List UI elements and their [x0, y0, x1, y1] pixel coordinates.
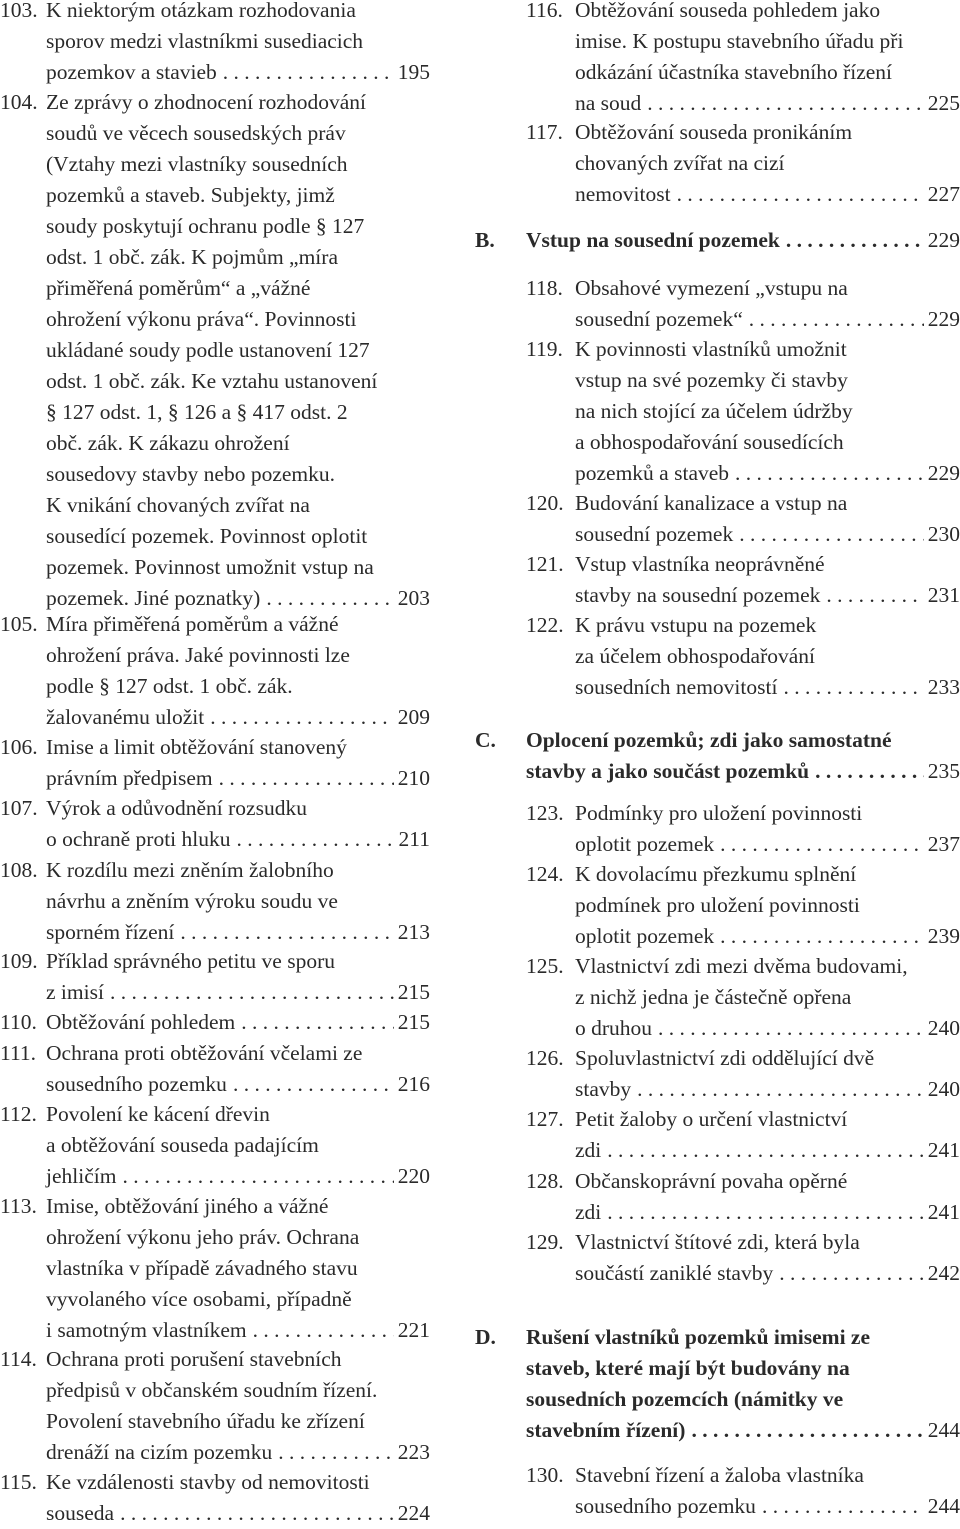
entry-title-line: soudy poskytují ochranu podle § 127	[46, 214, 365, 238]
entry-last-line	[46, 824, 430, 855]
entry-title-line: a obhospodařování sousedících	[575, 430, 844, 454]
page-number: 241	[927, 1138, 960, 1162]
entry-number: 127.	[526, 1107, 564, 1131]
entry-title-line: Rušení vlastníků pozemků imisemi ze	[526, 1325, 871, 1349]
entry-title-line: odst. 1 obč. zák. Ke vztahu ustanovení	[46, 369, 378, 393]
entry-number: 130.	[526, 1463, 564, 1487]
entry-title-line: jehličím	[46, 1164, 117, 1188]
dot-leader	[180, 917, 393, 948]
dot-leader	[786, 225, 924, 256]
toc-entry[interactable]	[475, 488, 960, 550]
entry-title-line: oplotit pozemek	[575, 832, 715, 856]
dot-leader	[720, 829, 924, 860]
entry-last-line	[575, 304, 960, 335]
entry-number: C.	[475, 728, 496, 752]
dot-leader	[120, 1498, 394, 1529]
entry-last-line	[46, 763, 430, 794]
entry-number: 117.	[526, 120, 563, 144]
entry-title-line: staveb, které mají být budovány na	[526, 1356, 850, 1380]
entry-title-line: Vstup na sousední pozemek	[526, 228, 780, 252]
entry-title-line: zdi	[575, 1200, 602, 1224]
entry-title-line: sousední pozemek“	[575, 307, 743, 331]
entry-title-line: Míra přiměřená poměrům a vážné	[46, 612, 339, 636]
entry-number: 109.	[0, 949, 38, 973]
entry-last-line	[46, 1498, 430, 1529]
entry-title-line: souseda	[46, 1501, 115, 1525]
entry-title-line: o druhou	[575, 1016, 653, 1040]
entry-title-line: Občanskoprávní povaha opěrné	[575, 1169, 848, 1193]
toc-entry[interactable]	[475, 951, 960, 1044]
entry-title-line: přiměřená poměrům“ a „vážné	[46, 276, 311, 300]
entry-title-line: vyvolaného více osobami, případně	[46, 1287, 352, 1311]
entry-last-line	[575, 519, 960, 550]
entry-number: 119.	[526, 337, 563, 361]
entry-number: 106.	[0, 735, 38, 759]
entry-title-line: z nichž jedna je částečně opřena	[575, 985, 852, 1009]
entry-title-line: ohrožení výkonu práva“. Povinnosti	[46, 307, 357, 331]
entry-last-line	[575, 1197, 960, 1228]
entry-title-line: oplotit pozemek	[575, 924, 715, 948]
page-number: 242	[927, 1261, 960, 1285]
entry-title-line: sousedovy stavby nebo pozemku.	[46, 462, 336, 486]
entry-title-line: a obtěžování souseda padajícím	[46, 1133, 319, 1157]
entry-number: 105.	[0, 612, 38, 636]
entry-title-line: pozemek. Jiné poznatky)	[46, 586, 261, 610]
dot-leader	[815, 756, 924, 787]
entry-number: 107.	[0, 796, 38, 820]
entry-title-line: pozemků a staveb. Subjekty, jimž	[46, 183, 335, 207]
entry-title-line: právním předpisem	[46, 766, 213, 790]
toc-entry[interactable]	[0, 855, 430, 948]
entry-number: 108.	[0, 858, 38, 882]
dot-leader	[658, 1013, 924, 1044]
dot-leader	[637, 1074, 924, 1105]
entry-title-line: Obtěžování pohledem	[46, 1010, 236, 1034]
entry-number: 104.	[0, 90, 38, 114]
page-number: 229	[927, 461, 960, 485]
entry-last-line	[575, 458, 960, 489]
dot-leader	[826, 580, 923, 611]
entry-title-line: stavby na sousední pozemek	[575, 583, 821, 607]
entry-title-line: § 127 odst. 1, § 126 a § 417 odst. 2	[46, 400, 348, 424]
dot-leader	[110, 977, 394, 1008]
entry-title-line: drenáží na cizím pozemku	[46, 1440, 273, 1464]
toc-entry[interactable]	[475, 610, 960, 703]
entry-title-line: soudů ve věcech sousedských práv	[46, 121, 346, 145]
toc-entry[interactable]	[475, 273, 960, 335]
toc-entry[interactable]	[0, 87, 430, 614]
entry-title-line: sousedního pozemku	[575, 1494, 756, 1518]
entry-title-line: sousedních nemovitostí	[575, 675, 778, 699]
toc-entry[interactable]	[0, 1007, 430, 1038]
entry-number: 129.	[526, 1230, 564, 1254]
entry-title-line: odkázání účastníka stavebního řízení	[575, 60, 893, 84]
page-number: 244	[927, 1494, 960, 1518]
dot-leader	[762, 1491, 924, 1522]
toc-section[interactable]	[475, 725, 960, 787]
toc-entry[interactable]	[0, 1467, 430, 1529]
dot-leader	[607, 1135, 923, 1166]
entry-number: 123.	[526, 801, 564, 825]
dot-leader	[735, 458, 924, 489]
entry-number: 121.	[526, 552, 564, 576]
entry-number: 120.	[526, 491, 564, 515]
entry-title-line: Stavební řízení a žaloba vlastníka	[575, 1463, 864, 1487]
entry-last-line	[46, 1007, 430, 1038]
entry-number: 110.	[0, 1010, 37, 1034]
dot-leader	[749, 304, 924, 335]
entry-title-line: stavebním řízení)	[526, 1418, 686, 1442]
entry-title-line: K právu vstupu na pozemek	[575, 613, 817, 637]
page-number: 233	[927, 675, 960, 699]
entry-last-line	[575, 580, 960, 611]
entry-number: 112.	[0, 1102, 37, 1126]
entry-title-line: zdi	[575, 1138, 602, 1162]
page-number: 225	[927, 91, 960, 115]
entry-title-line: Výrok a odůvodnění rozsudku	[46, 796, 307, 820]
entry-title-line: sousedního pozemku	[46, 1072, 227, 1096]
entry-last-line	[46, 1069, 430, 1100]
entry-title-line: návrhu a zněním výroku soudu ve	[46, 889, 338, 913]
entry-number: B.	[475, 228, 495, 252]
entry-title-line: Imise, obtěžování jiného a vážné	[46, 1194, 329, 1218]
page-number: 224	[397, 1501, 430, 1525]
dot-leader	[691, 1415, 923, 1446]
entry-title-line: Petit žaloby o určení vlastnictví	[575, 1107, 848, 1131]
entry-last-line	[575, 672, 960, 703]
entry-title-line: o ochraně proti hluku	[46, 827, 231, 851]
dot-leader	[779, 1258, 924, 1289]
entry-title-line: Obtěžování souseda pronikáním	[575, 120, 853, 144]
entry-title-line: Obsahové vymezení „vstupu na	[575, 276, 848, 300]
page-number: 210	[397, 766, 430, 790]
entry-title-line: K rozdílu mezi zněním žalobního	[46, 858, 334, 882]
entry-title-line: předpisů v občanském soudním řízení.	[46, 1378, 378, 1402]
entry-last-line	[526, 756, 960, 787]
dot-leader	[607, 1197, 923, 1228]
entry-title-line: i samotným vlastníkem	[46, 1318, 247, 1342]
entry-title-line: součástí zaniklé stavby	[575, 1261, 774, 1285]
entry-number: 116.	[526, 0, 563, 22]
toc-entry[interactable]	[0, 0, 430, 88]
entry-title-line: sousedních pozemcích (námitky ve	[526, 1387, 844, 1411]
page-number: 209	[397, 705, 430, 729]
entry-title-line: Vlastnictví zdi mezi dvěma budovami,	[575, 954, 908, 978]
entry-title-line: sousední pozemek	[575, 522, 734, 546]
entry-title-line: Budování kanalizace a vstup na	[575, 491, 848, 515]
page-number: 220	[397, 1164, 430, 1188]
page-number: 223	[397, 1440, 430, 1464]
toc-entry[interactable]	[475, 1227, 960, 1289]
toc-entry[interactable]	[0, 1038, 430, 1100]
entry-title-line: Příklad správného petitu ve sporu	[46, 949, 336, 973]
entry-number: 128.	[526, 1169, 564, 1193]
entry-title-line: K povinnosti vlastníků umožnit	[575, 337, 847, 361]
dot-leader	[253, 1315, 394, 1346]
entry-last-line	[46, 977, 430, 1008]
entry-last-line	[46, 917, 430, 948]
entry-title-line: podmínek pro uložení povinnosti	[575, 893, 860, 917]
entry-number: 125.	[526, 954, 564, 978]
entry-title-line: pozemek. Povinnost umožnit vstup na	[46, 555, 374, 579]
entry-last-line	[575, 829, 960, 860]
entry-last-line	[575, 1013, 960, 1044]
entry-number: 122.	[526, 613, 564, 637]
entry-title-line: podle § 127 odst. 1 obč. zák.	[46, 674, 293, 698]
toc-entry[interactable]	[0, 1191, 430, 1346]
toc-entry[interactable]	[475, 798, 960, 860]
entry-last-line	[46, 57, 430, 88]
dot-leader	[223, 57, 394, 88]
page-number: 221	[397, 1318, 430, 1342]
entry-title-line: pozemků a staveb	[575, 461, 730, 485]
entry-title-line: Oplocení pozemků; zdi jako samostatné	[526, 728, 892, 752]
dot-leader	[677, 179, 924, 210]
entry-title-line: Podmínky pro uložení povinnosti	[575, 801, 863, 825]
entry-title-line: K dovolacímu přezkumu splnění	[575, 862, 857, 886]
entry-last-line	[526, 1415, 960, 1446]
dot-leader	[122, 1161, 393, 1192]
page-number: 203	[397, 586, 430, 610]
page-number: 211	[398, 827, 430, 851]
toc-entry[interactable]	[0, 1344, 430, 1468]
entry-last-line	[46, 702, 430, 733]
page-number: 195	[397, 60, 430, 84]
entry-number: 113.	[0, 1194, 37, 1218]
entry-last-line	[526, 225, 960, 256]
page-number: 231	[927, 583, 960, 607]
page-number: 240	[927, 1077, 960, 1101]
toc-entry[interactable]	[475, 334, 960, 489]
toc-entry[interactable]	[475, 549, 960, 611]
page-number: 229	[927, 307, 960, 331]
entry-title-line: sporném řízení	[46, 920, 175, 944]
page-number: 227	[927, 182, 960, 206]
entry-number: 114.	[0, 1347, 37, 1371]
entry-title-line: (Vztahy mezi vlastníky sousedních	[46, 152, 348, 176]
entry-last-line	[46, 1315, 430, 1346]
entry-title-line: obč. zák. K zákazu ohrožení	[46, 431, 290, 455]
entry-title-line: Povolení ke kácení dřevin	[46, 1102, 270, 1126]
page-number: 215	[397, 980, 430, 1004]
dot-leader	[237, 824, 395, 855]
page-number: 239	[927, 924, 960, 948]
entry-title-line: na nich stojící za účelem údržby	[575, 399, 853, 423]
page-number: 244	[927, 1418, 960, 1442]
page-number: 216	[397, 1072, 430, 1096]
entry-title-line: Spoluvlastnictví zdi oddělující dvě	[575, 1046, 875, 1070]
entry-title-line: žalovanému uložit	[46, 705, 205, 729]
toc-entry[interactable]	[0, 1099, 430, 1192]
dot-leader	[219, 763, 394, 794]
entry-title-line: Ke vzdálenosti stavby od nemovitosti	[46, 1470, 370, 1494]
toc-entry[interactable]	[0, 946, 430, 1008]
entry-last-line	[575, 1135, 960, 1166]
entry-title-line: za účelem obhospodařování	[575, 644, 815, 668]
dot-leader	[233, 1069, 394, 1100]
entry-number: 115.	[0, 1470, 37, 1494]
entry-number: 118.	[526, 276, 563, 300]
page-number: 240	[927, 1016, 960, 1040]
entry-title-line: Vstup vlastníka neoprávněné	[575, 552, 825, 576]
toc-entry[interactable]	[475, 117, 960, 210]
entry-last-line	[575, 1491, 960, 1522]
dot-leader	[278, 1437, 394, 1468]
entry-title-line: Ochrana proti porušení stavebních	[46, 1347, 342, 1371]
dot-leader	[210, 702, 394, 733]
entry-last-line	[575, 921, 960, 952]
entry-number: 103.	[0, 0, 38, 22]
entry-title-line: z imisí	[46, 980, 104, 1004]
toc-section[interactable]	[475, 225, 960, 256]
entry-title-line: na soud	[575, 91, 642, 115]
toc-entry[interactable]	[475, 1166, 960, 1228]
page-number: 237	[927, 832, 960, 856]
entry-title-line: Povolení stavebního úřadu ke zřízení	[46, 1409, 365, 1433]
entry-title-line: Obtěžování souseda pohledem jako	[575, 0, 881, 22]
toc-entry[interactable]	[475, 1104, 960, 1166]
entry-title-line: ohrožení práva. Jaké povinnosti lze	[46, 643, 350, 667]
entry-title-line: stavby a jako součást pozemků	[526, 759, 810, 783]
entry-last-line	[575, 179, 960, 210]
entry-title-line: Vlastnictví štítové zdi, která byla	[575, 1230, 860, 1254]
page-number: 215	[397, 1010, 430, 1034]
entry-title-line: K vnikání chovaných zvířat na	[46, 493, 310, 517]
toc-entry[interactable]	[0, 609, 430, 733]
entry-title-line: Ze zprávy o zhodnocení rozhodování	[46, 90, 366, 114]
dot-leader	[241, 1007, 393, 1038]
dot-leader	[783, 672, 923, 703]
toc-entry[interactable]	[475, 1460, 960, 1522]
entry-title-line: ohrožení výkonu jeho práv. Ochrana	[46, 1225, 360, 1249]
entry-title-line: stavby	[575, 1077, 632, 1101]
entry-last-line	[575, 1074, 960, 1105]
entry-title-line: vlastníka v případě závadného stavu	[46, 1256, 358, 1280]
entry-number: 111.	[0, 1041, 37, 1065]
dot-leader	[720, 921, 924, 952]
page-number: 241	[927, 1200, 960, 1224]
entry-title-line: chovaných zvířat na cizí	[575, 151, 785, 175]
toc-entry[interactable]	[475, 1043, 960, 1105]
entry-title-line: Ochrana proti obtěžování včelami ze	[46, 1041, 363, 1065]
entry-title-line: nemovitost	[575, 182, 671, 206]
entry-title-line: pozemkov a stavieb	[46, 60, 217, 84]
dot-leader	[647, 88, 923, 119]
entry-last-line	[575, 1258, 960, 1289]
toc-entry[interactable]	[0, 732, 430, 794]
toc-entry[interactable]	[0, 793, 430, 855]
entry-title-line: vstup na své pozemky či stavby	[575, 368, 848, 392]
entry-title-line: K niektorým otázkam rozhodovania	[46, 0, 356, 22]
entry-number: 124.	[526, 862, 564, 886]
entry-title-line: sporov medzi vlastníkmi susediacich	[46, 29, 364, 53]
entry-last-line	[46, 1437, 430, 1468]
entry-title-line: ukládané soudy podle ustanovení 127	[46, 338, 370, 362]
entry-title-line: odst. 1 obč. zák. K pojmům „míra	[46, 245, 338, 269]
dot-leader	[739, 519, 924, 550]
entry-number: 126.	[526, 1046, 564, 1070]
page-number: 229	[927, 228, 960, 252]
entry-title-line: imise. K postupu stavebního úřadu při	[575, 29, 904, 53]
page-number: 230	[927, 522, 960, 546]
entry-number: D.	[475, 1325, 496, 1349]
toc-entry[interactable]	[475, 859, 960, 952]
entry-title-line: Imise a limit obtěžování stanovený	[46, 735, 347, 759]
entry-last-line	[575, 88, 960, 119]
toc-entry[interactable]	[475, 0, 960, 119]
entry-last-line	[46, 1161, 430, 1192]
page-number: 235	[927, 759, 960, 783]
toc-section[interactable]	[475, 1322, 960, 1446]
entry-title-line: sousedící pozemek. Povinnost oplotit	[46, 524, 368, 548]
page-number: 213	[397, 920, 430, 944]
